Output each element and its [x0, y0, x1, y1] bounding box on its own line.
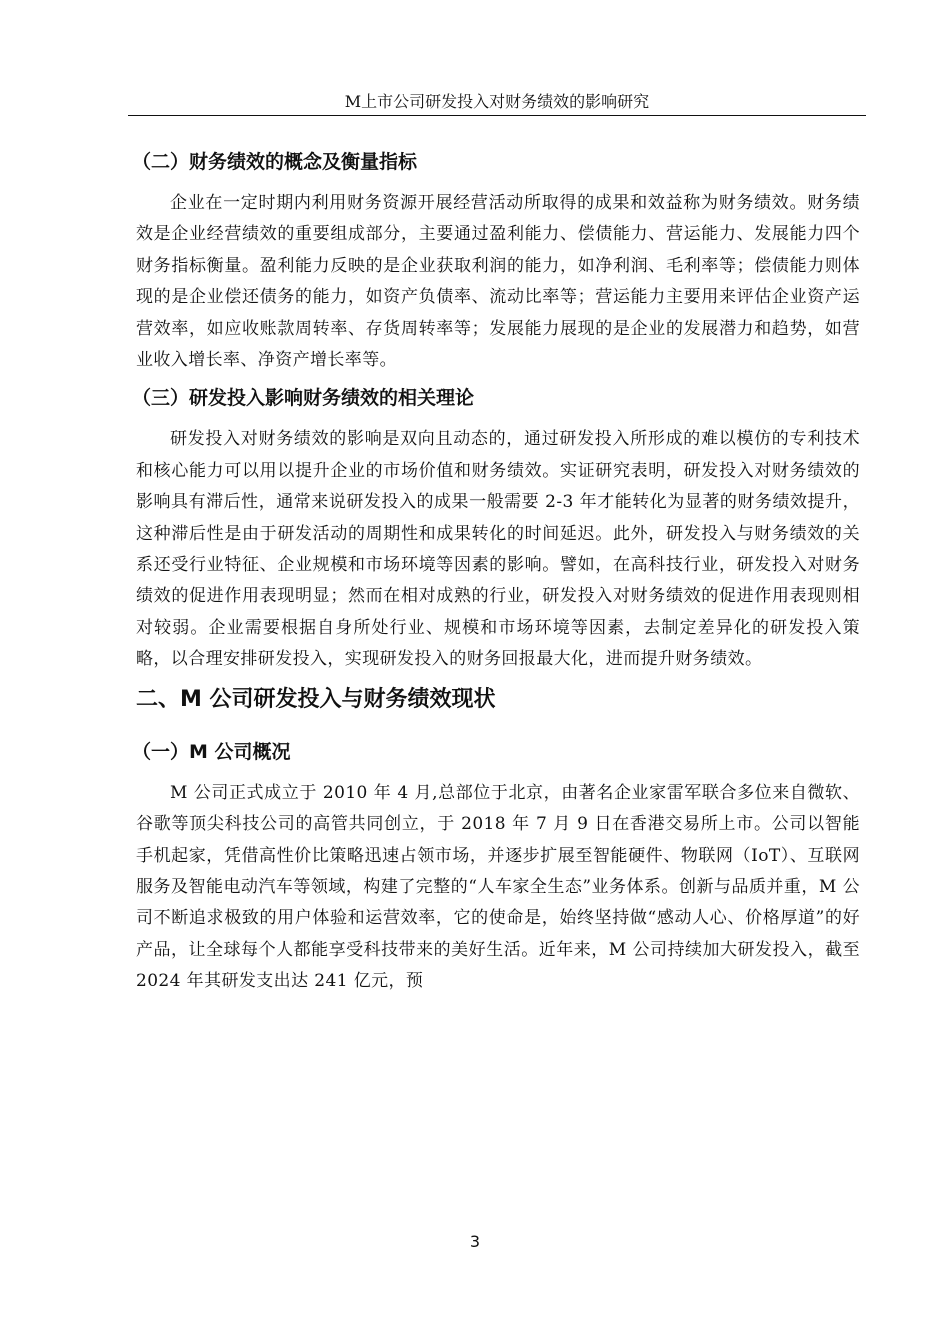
paragraph-company-overview: M 公司正式成立于 2010 年 4 月,总部位于北京，由著名企业家雷军联合多位来自微软、谷歌等顶尖科技公司的高管共同创立，于 2018 年 7 月 9 日在香港交易所上市。公司以智能手机起家，凭借高性价比策略迅速占领市场，并逐步扩展至智能硬件、物联网（IoT）、互联网服务及智能电动汽车等领域，构建了完整的“人车家全生态”业务体系。创新与品质并重，M 公司不断追求极致的用户体验和运营效率，它的使命是，始终坚持做“感动人心、价格厚道”的好产品，让全球每个人都能享受科技带来的美好生活。近年来，M 公司持续加大研发投入，截至 2024 年其研发支出达 241 亿元，预: [136, 782, 860, 992]
chapter-heading-rd-status: 二、M 公司研发投入与财务绩效现状: [136, 686, 496, 712]
section-heading-rd-theory: （三）研发投入影响财务绩效的相关理论: [132, 387, 475, 410]
document-body: [132, 140, 860, 1006]
header-divider: [128, 115, 866, 116]
page-number: 3: [469, 1232, 481, 1251]
page-header-title: M上市公司研发投入对财务绩效的影响研究: [344, 92, 650, 111]
paragraph-rd-theory: 研发投入对财务绩效的影响是双向且动态的，通过研发投入所形成的难以模仿的专利技术和核心能力可以用以提升企业的市场价值和财务绩效。实证研究表明，研发投入对财务绩效的影响具有滞后性，通常来说研发投入的成果一般需要 2-3 年才能转化为显著的财务绩效提升，这种滞后性是由于研发活动的周期性和成果转化的时间延迟。此外，研发投入与财务绩效的关系还受行业特征、企业规模和市场环境等因素的影响。譬如，在高科技行业，研发投入对财务绩效的促进作用表现明显；然而在相对成熟的行业，研发投入对财务绩效的促进作用表现则相对较弱。企业需要根据自身所处行业、规模和市场环境等因素，去制定差异化的研发投入策略，以合理安排研发投入，实现研发投入的财务回报最大化，进而提升财务绩效。: [136, 429, 860, 670]
section-heading-company-overview: （一）M 公司概况: [132, 740, 291, 763]
paragraph-financial-performance: 企业在一定时期内利用财务资源开展经营活动所取得的成果和效益称为财务绩效。财务绩效是企业经营绩效的重要组成部分，主要通过盈利能力、偿债能力、营运能力、发展能力四个财务指标衡量。盈利能力反映的是企业获取利润的能力，如净利润、毛利率等；偿债能力则体现的是企业偿还债务的能力，如资产负债率、流动比率等；营运能力主要用来评估企业资产运营效率，如应收账款周转率、存货周转率等；发展能力展现的是企业的发展潜力和趋势，如营业收入增长率、净资产增长率等。: [136, 193, 860, 371]
section-heading-financial-performance: （二）财务绩效的概念及衡量指标: [132, 151, 418, 173]
